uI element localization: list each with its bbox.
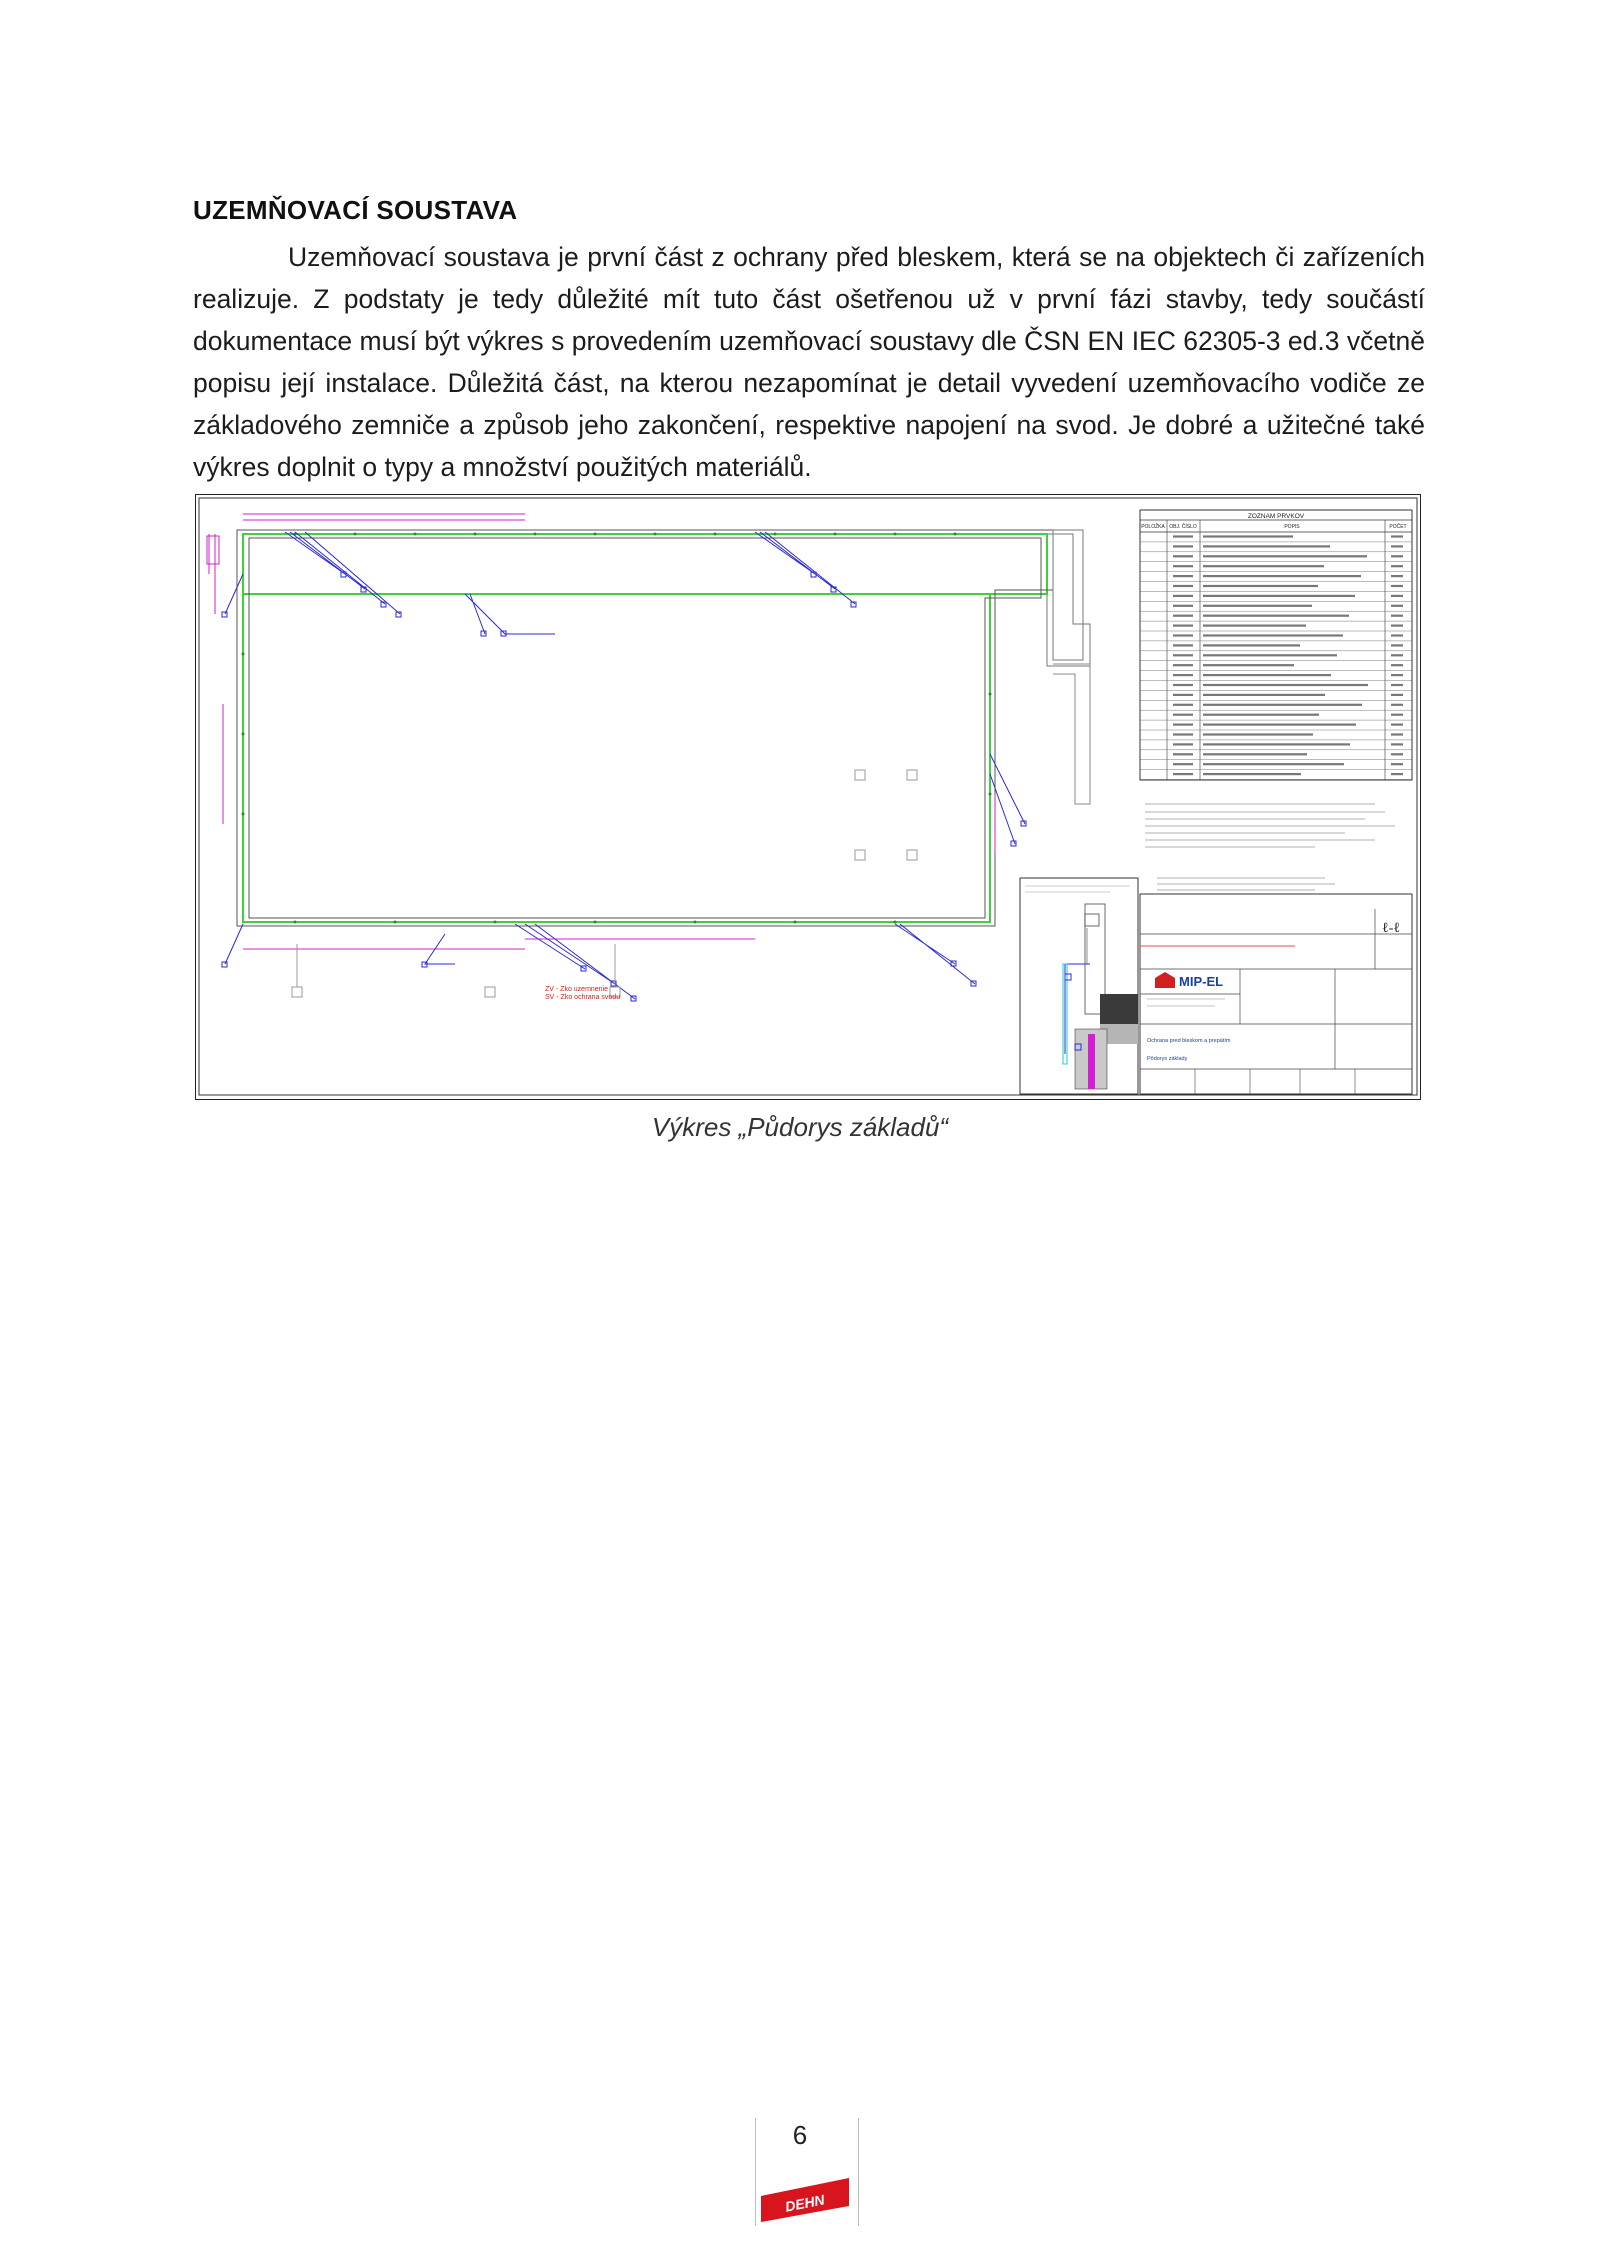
legend-line-1: ZV - Zko uzemnenie: [545, 986, 609, 993]
legend-line-2: SV - Zko ochrana svodu: [545, 994, 621, 1001]
dehn-logo: [755, 2172, 855, 2224]
col-item: POLOŽKA: [1141, 524, 1165, 530]
col-qty: POČET: [1389, 524, 1407, 530]
paragraph-text: Uzemňovací soustava je první část z ochrany před bleskem, která se na objektech či zařízeních realizuje. Z podstaty je tedy důležité mít tuto část ošetřenou už v první fázi stavby, tedy součástí dokumentace musí být výkres s provedením uzemňovací soustavy dle ČSN EN IEC 62305-3 ed.3 včetně popisu její instalace. Důležitá část, na kterou nezapomínat je detail vyvedení uzemňovacího vodiče ze základového zemniče a způsob jeho zakončení, respektive napojení na svod. Je dobré a užitečné také výkres doplnit o typy a množství použitých materiálů.: [193, 242, 1425, 482]
section-heading: UZEMŇOVACÍ SOUSTAVA: [193, 195, 518, 225]
detail-section: [1020, 878, 1138, 1094]
title-block-sub: Pôdorys základy: [1147, 1056, 1188, 1062]
col-desc: POPIS: [1284, 524, 1300, 530]
title-block: [1140, 894, 1412, 1094]
foundation-plan-drawing: [195, 494, 1421, 1100]
svg-text:ℓ-ℓ: ℓ-ℓ: [1382, 921, 1401, 936]
col-code: OBJ. ČÍSLO: [1169, 524, 1197, 530]
dehn-logo-text: DEHN: [783, 2191, 826, 2215]
page-number: 6: [792, 2120, 808, 2150]
table-title: ZOZNAM PRVKOV: [1247, 513, 1305, 520]
parts-list-table: [1140, 510, 1412, 780]
body-paragraph: [193, 236, 1425, 488]
figure-caption: Výkres „Půdorys základů“: [651, 1112, 949, 1142]
title-block-label: Ochrana pred bleskom a prepätím: [1147, 1038, 1231, 1044]
company-name: MIP-EL: [1179, 974, 1224, 989]
